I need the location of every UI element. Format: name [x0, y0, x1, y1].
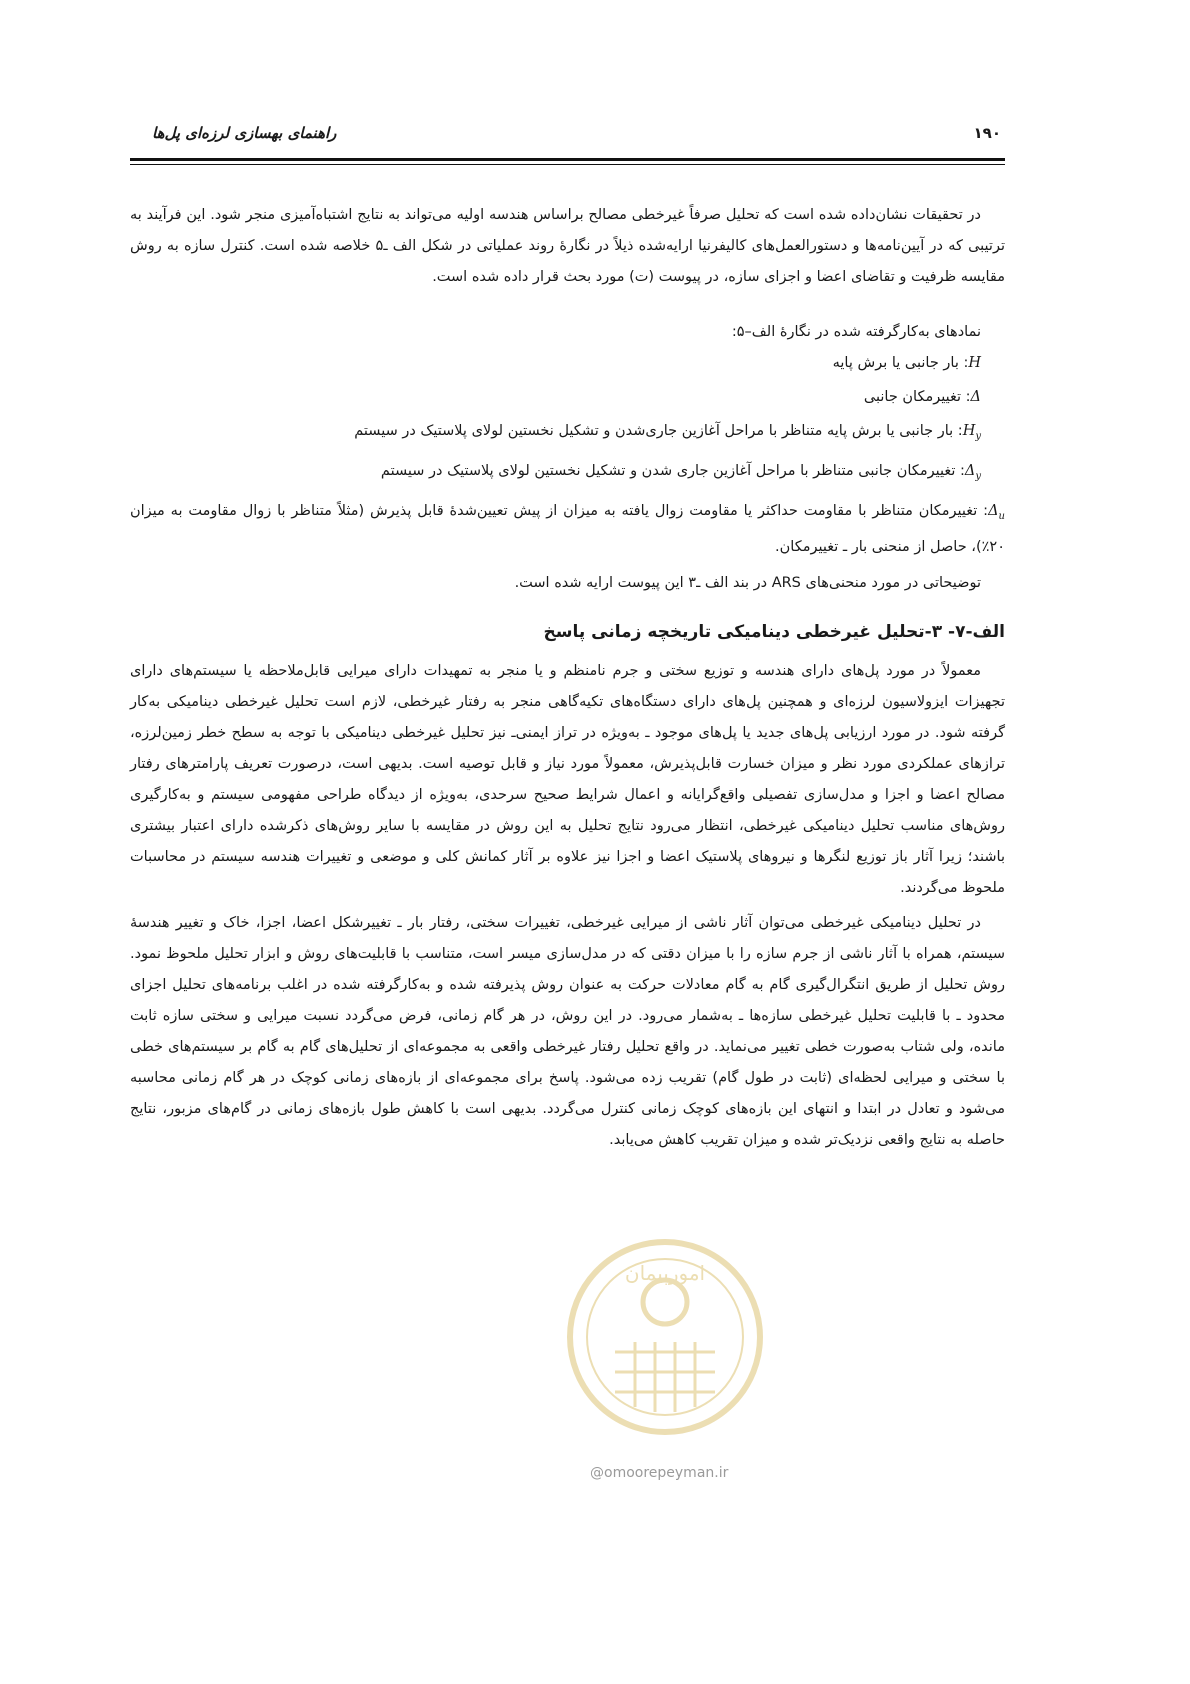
watermark-logo: [560, 1232, 770, 1447]
symbol-list: [130, 348, 1005, 562]
symbol-glyph: Δ: [970, 389, 981, 405]
symbol-item: [130, 456, 1005, 492]
symbol-item: [130, 416, 1005, 452]
page-number: ۱۹۰: [973, 124, 1001, 142]
symbol-glyph: $\Delta_u$: [988, 502, 1005, 522]
section-paragraph: معمولاً در مورد پل‌های دارای هندسه و توزیع سختی و جرم نامنظم و یا منجر به تمهیدات دارای میرایی قابل‌ملاحظه یا سیستم‌های دارای تجهیزات ایزولاسیون لرزه‌ای و همچنین پل‌های دارای دستگاه‌های تکیه‌گاهی منجر به رفتار غیرخطی، لازم است تحلیل غیرخطی دینامیکی به‌کار گرفته شود. در مورد ارزیابی پل‌های جدید یا پل‌های موجود ـ به‌ویژه در تراز ایمنی‌ـ نیز تحلیل غیرخطی دینامیکی با توجه به سطح خطر زمین‌لرزه، ترازهای عملکردی مورد نظر و میزان خسارت قابل‌پذیرش، معمولاً مورد نیاز و قابل توصیه است. بدیهی است، درصورت تعریف پارامترهای رفتار مصالح اعضا و اجزا و مدل‌سازی تفصیلی واقع‌گرایانه و اعمال شرایط صحیح سرحدی، به‌ویژه از دیدگاه طراحی مفهومی سیستم و به‌کارگیری روش‌های مناسب تحلیل دینامیکی غیرخطی، انتظار می‌رود نتایج تحلیل به این روش در مقایسه با سایر روش‌های ذکرشده دارای اعتبار بیشتری باشند؛ زیرا آثار باز توزیع لنگرها و نیروهای پلاستیک اعضا و اجزا نیز علاوه بر آثار کمانش کلی و موضعی و تغییرات هندسه سیستم در محاسبات ملحوظ می‌گردند.: [130, 662, 1005, 896]
ars-note: توضیحاتی در مورد منحنی‌های ARS در بند الف ـ۳ این پیوست ارایه شده است.: [514, 574, 981, 591]
running-title: راهنمای بهسازی لرزه‌ای پل‌ها: [152, 124, 337, 142]
svg-text:امورپیمان: امورپیمان: [624, 1261, 706, 1285]
symbol-description: : بار جانبی یا برش پایه: [832, 355, 969, 371]
intro-paragraph: در تحقیقات نشان‌داده شده است که تحلیل صرفاً غیرخطی مصالح براساس هندسه اولیه می‌تواند به نتایج اشتباه‌آمیزی منجر شود. این فرآیند به ترتیبی که در آیین‌نامه‌ها و دستورالعمل‌های کالیفرنیا ارایه‌شده ذیلاً در نگارهٔ روند عملیاتی در شکل الف ـ۵ خلاصه شده است. کنترل سازه به روش مقایسه ظرفیت و تقاضای اعضا و اجزای سازه، در پیوست (ت) مورد بحث قرار داده شده است.: [130, 207, 1006, 285]
document-page: [130, 0, 1005, 1684]
header-rule-thick: [130, 158, 1005, 161]
symbols-intro: نمادهای به‌کارگرفته شده در نگارهٔ الف–۵:: [731, 324, 981, 340]
section-paragraph: در تحلیل دینامیکی غیرخطی می‌توان آثار ناشی از میرایی غیرخطی، تغییرات سختی، رفتار بار ـ تغییرشکل اعضا، اجزا، خاک و تغییر هندسهٔ سیستم، همراه با آثار ناشی از جرم سازه را با میزان دقتی که در مدل‌سازی میسر است، متناسب با قابلیت‌های روش و ابزار تحلیل ملحوظ نمود. روش تحلیل از طریق انتگرال‌گیری گام به گام معادلات حرکت به عنوان روش پذیرفته شده و به‌کارگرفته شده در اغلب برنامه‌های تحلیل اجزای محدود ـ با قابلیت تحلیل غیرخطی سازه‌ها ـ به‌شمار می‌رود. در این روش، در هر گام زمانی، فرض می‌گردد نسبت میرایی و سختی سازه ثابت مانده، ولی شتاب به‌صورت خطی تغییر می‌نماید. در واقع تحلیل رفتار غیرخطی واقعی به مجموعه‌ای از تحلیل‌های گام به گام بر سیستم‌های خطی با سختی و میرایی لحظه‌ای (ثابت در طول گام) تقریب زده می‌شود. پاسخ برای مجموعه‌ای از بازه‌های زمانی کوچک در هر گام زمانی محاسبه می‌شود و تعادل در ابتدا و انتهای این بازه‌های کوچک زمانی کنترل می‌گردد. بدیهی است با کاهش طول بازه‌های زمانی در گام‌های مزبور، نتایج حاصله به نتایج واقعی نزدیک‌تر شده و میزان تقریب کاهش می‌یابد.: [130, 914, 1005, 1148]
page-header: [130, 124, 1005, 160]
section-heading: الف-۷- ۳-تحلیل غیرخطی دینامیکی تاریخچه زمانی پاسخ: [543, 621, 1005, 642]
symbol-item: [130, 348, 1005, 378]
symbol-glyph: $\Delta_y$: [964, 462, 981, 482]
symbol-item: [130, 496, 1005, 562]
watermark-url: @omoorepeyman.ir: [590, 1465, 729, 1481]
symbol-description: : تغییرمکان متناظر با مقاومت حداکثر یا مقاومت زوال یافته به میزان از پیش تعیین‌شدهٔ قابل پذیرش (مثلاً متناظر با زوال مقاومت به میزان ۲۰٪)، حاصل از منحنی بار ـ تغییرمکان.: [130, 502, 1005, 555]
symbol-item: [130, 382, 1005, 412]
symbol-glyph: $H_y$: [962, 423, 981, 442]
page-body: [130, 200, 1005, 1156]
symbol-description: : بار جانبی یا برش پایه متناظر با مراحل آغازین جاری‌شدن و تشکیل نخستین لولای پلاستیک در سیستم: [354, 423, 963, 439]
header-rule-thin: [130, 164, 1005, 165]
symbol-description: : تغییرمکان جانبی متناظر با مراحل آغازین جاری شدن و تشکیل نخستین لولای پلاستیک در سیستم: [380, 462, 965, 479]
symbol-description: : تغییرمکان جانبی: [863, 389, 971, 405]
symbol-glyph: H: [968, 355, 981, 371]
